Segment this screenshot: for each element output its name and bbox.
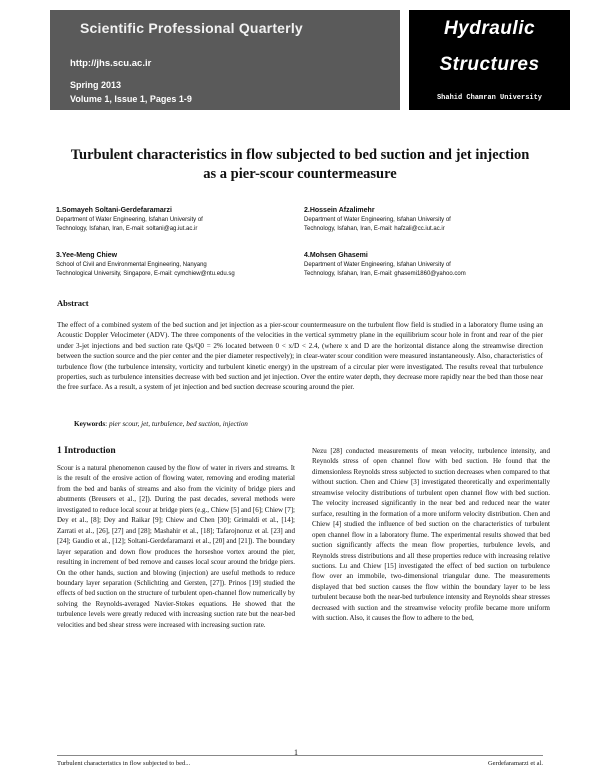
author-block [56,206,296,234]
footer-divider [57,755,543,756]
intro-column-right: Nezu [28] conducted measurements of mean velocity, turbulence intensity, and Reynolds stress of open channel flow with bed suction. He found that the dimensionless Reynolds stress subjected to suction decreases when compared to that without suction. Chen and Chiew [3] investigated theoretically and experimentally streamwise velocity distributions of turbulent open channel flow with bed suction. The velocity increased significantly in the near bed and reduced near the water surface, resulting in the formation of a more uniform velocity distribution. Chen and Chiew [4] studied the influence of bed suction on the characteristics of turbulent open channel flow in a laboratory flume. The experimental results showed that bed suction significantly affects the mean flow properties, turbulence levels, and Reynolds stress distributions and all these properties reduce with increasing relative suctions. Lu and Chiew [15] investigated the effect of bed suction on turbulence flow over an immobile, two-dimensional triangular dune. The measurements displayed that bed suction causes the flow within the boundary layer to be less turbulent because both the near-bed turbulence intensity and Reynolds shear stresses decreased with suction and the streamwise velocity profile became more uniform with suction. Also, it causes the flow to adhere to the bed, [312,447,550,623]
author-name: 2.Hossein Afzalimehr [304,207,375,214]
keywords: Keywords: pier scour, jet, turbulence, bed suction, injection [74,420,248,428]
banner-info-panel [50,10,400,110]
author-affiliation: Technology, Isfahan, Iran, E-mail: ghasemi1860@yahoo.com [304,271,466,277]
section-heading: 1 Introduction [57,446,116,456]
logo-line-1: Hydraulic [443,18,536,39]
footer-running-title: Turbulent characteristics in flow subjected to bed... [57,760,191,767]
abstract-heading: Abstract [57,298,89,308]
logo-line-2: Structures [439,54,540,75]
journal-logo [409,10,570,110]
author-affiliation: Department of Water Engineering, Isfahan University of [304,217,451,223]
intro-column-left: Scour is a natural phenomenon caused by the flow of water in rivers and streams. It is the result of the erosive action of flowing water, removing and eroding material from the bed and banks of streams and also from the vicinity of bridge piers and abutments (Breusers et al., [2]). During the past decades, several methods were investigated to reduce local scour at bridge piers (e.g., Chiew [5] and [6]; Chiew [7]; Dey et al., [8]; Dey and Raikar [9]; Chiew and Chen [30]; Grimaldi et al., [14]; Zarrati et al., [26], [27] and [28]; Mashahir et al., [18]; Tafarojnoruz et al. [23] and [24]; Gaudio et al., [12]; Soltani-Gerdefaramarzi et al., [20] and [21]). The boundary layer separation and down flow produces the horseshoe vortex around the pier, resulting in increment of bed remove and causes local scour around the bridge piers. On the other hands, suction and blowing (injection) are useful methods to reduce boundary layer separation (Schlichting and Gersten, [27]). Prinos [19] studied the effects of bed suction on the structure of turbulent open-channel flow numerically by solving the Reynolds-averaged Navier-Stokes equations. He showed that the turbulence levels were greatly reduced with increasing suction rate but the near-bed velocities and bed shear stress were increased with increasing suction rate. [57,464,295,629]
logo-subtitle: Shahid Chamran University [436,94,543,102]
journal-url[interactable]: http://jhs.scu.ac.ir [70,58,152,69]
keywords-list: pier scour, jet, turbulence, bed suction, injection [108,420,248,428]
author-block [304,206,544,234]
author-block [56,251,296,279]
author-block [304,251,544,279]
paper-title [40,146,560,184]
author-affiliation: Technological University, Singapore, E-mail: cymchiew@ntu.edu.sg [56,271,235,277]
author-affiliation: Department of Water Engineering, Isfahan University of [56,217,203,223]
page-number: 1 [294,748,298,757]
footer-authors: Gerdefaramarzi et al. [487,760,543,767]
keywords-label: Keywords [74,420,106,428]
author-affiliation: Technology, Isfahan, Iran, E-mail: soltani@ag.iut.ac.ir [56,226,198,232]
author-affiliation: Technology, Isfahan, Iran, E-mail: hafzali@cc.iut.ac.ir [304,226,445,232]
author-affiliation: Department of Water Engineering, Isfahan University of [304,262,451,268]
author-name: 1.Somayeh Soltani-Gerdefaramarzi [56,207,172,214]
journal-title: Scientific Professional Quarterly [80,20,303,36]
issue-volume: Volume 1, Issue 1, Pages 1-9 [70,94,192,104]
author-affiliation: School of Civil and Environmental Engineering, Nanyang [56,262,207,268]
title-line-2: as a pier-scour countermeasure [203,166,397,182]
author-name: 4.Mohsen Ghasemi [304,252,368,259]
issue-date: Spring 2013 [70,80,122,90]
title-line-1: Turbulent characteristics in flow subjected to bed suction and jet injection [70,147,530,163]
author-name: 3.Yee-Meng Chiew [56,252,118,259]
journal-banner [0,0,600,110]
abstract-body: The effect of a combined system of the bed suction and jet injection as a pier-scour countermeasure on the turbulent flow field is studied in a laboratory flume using an Acoustic Doppler Velocimeter (ADV). The three components of the velocities in the vertical symmetry plane in the equilibrium scour hole in front and rear of the pier under 3-jet injections and bed suction rate Qs/Q0 = 2% located between 0 < x/D < 2.4, (where x and D are the horizontal distance along the streamwise direction between the suction source and the pier center and the pier diameter respectively); in clear-water scour condition were measured instantaneously. Also, characteristics of turbulence flow (the turbulence intensity, vorticity and turbulent kinetic energy) in the upstream of a circular pier were investigated. The results reveal that turbulence properties, such as turbulence intensities decrease with bed suction and jet injection. Over the entire water depth, they decrease more rapidly near the bed than those near the free surface. As a result, a system of jet injection and bed suction decrease scouring around the pier. [57,321,543,392]
